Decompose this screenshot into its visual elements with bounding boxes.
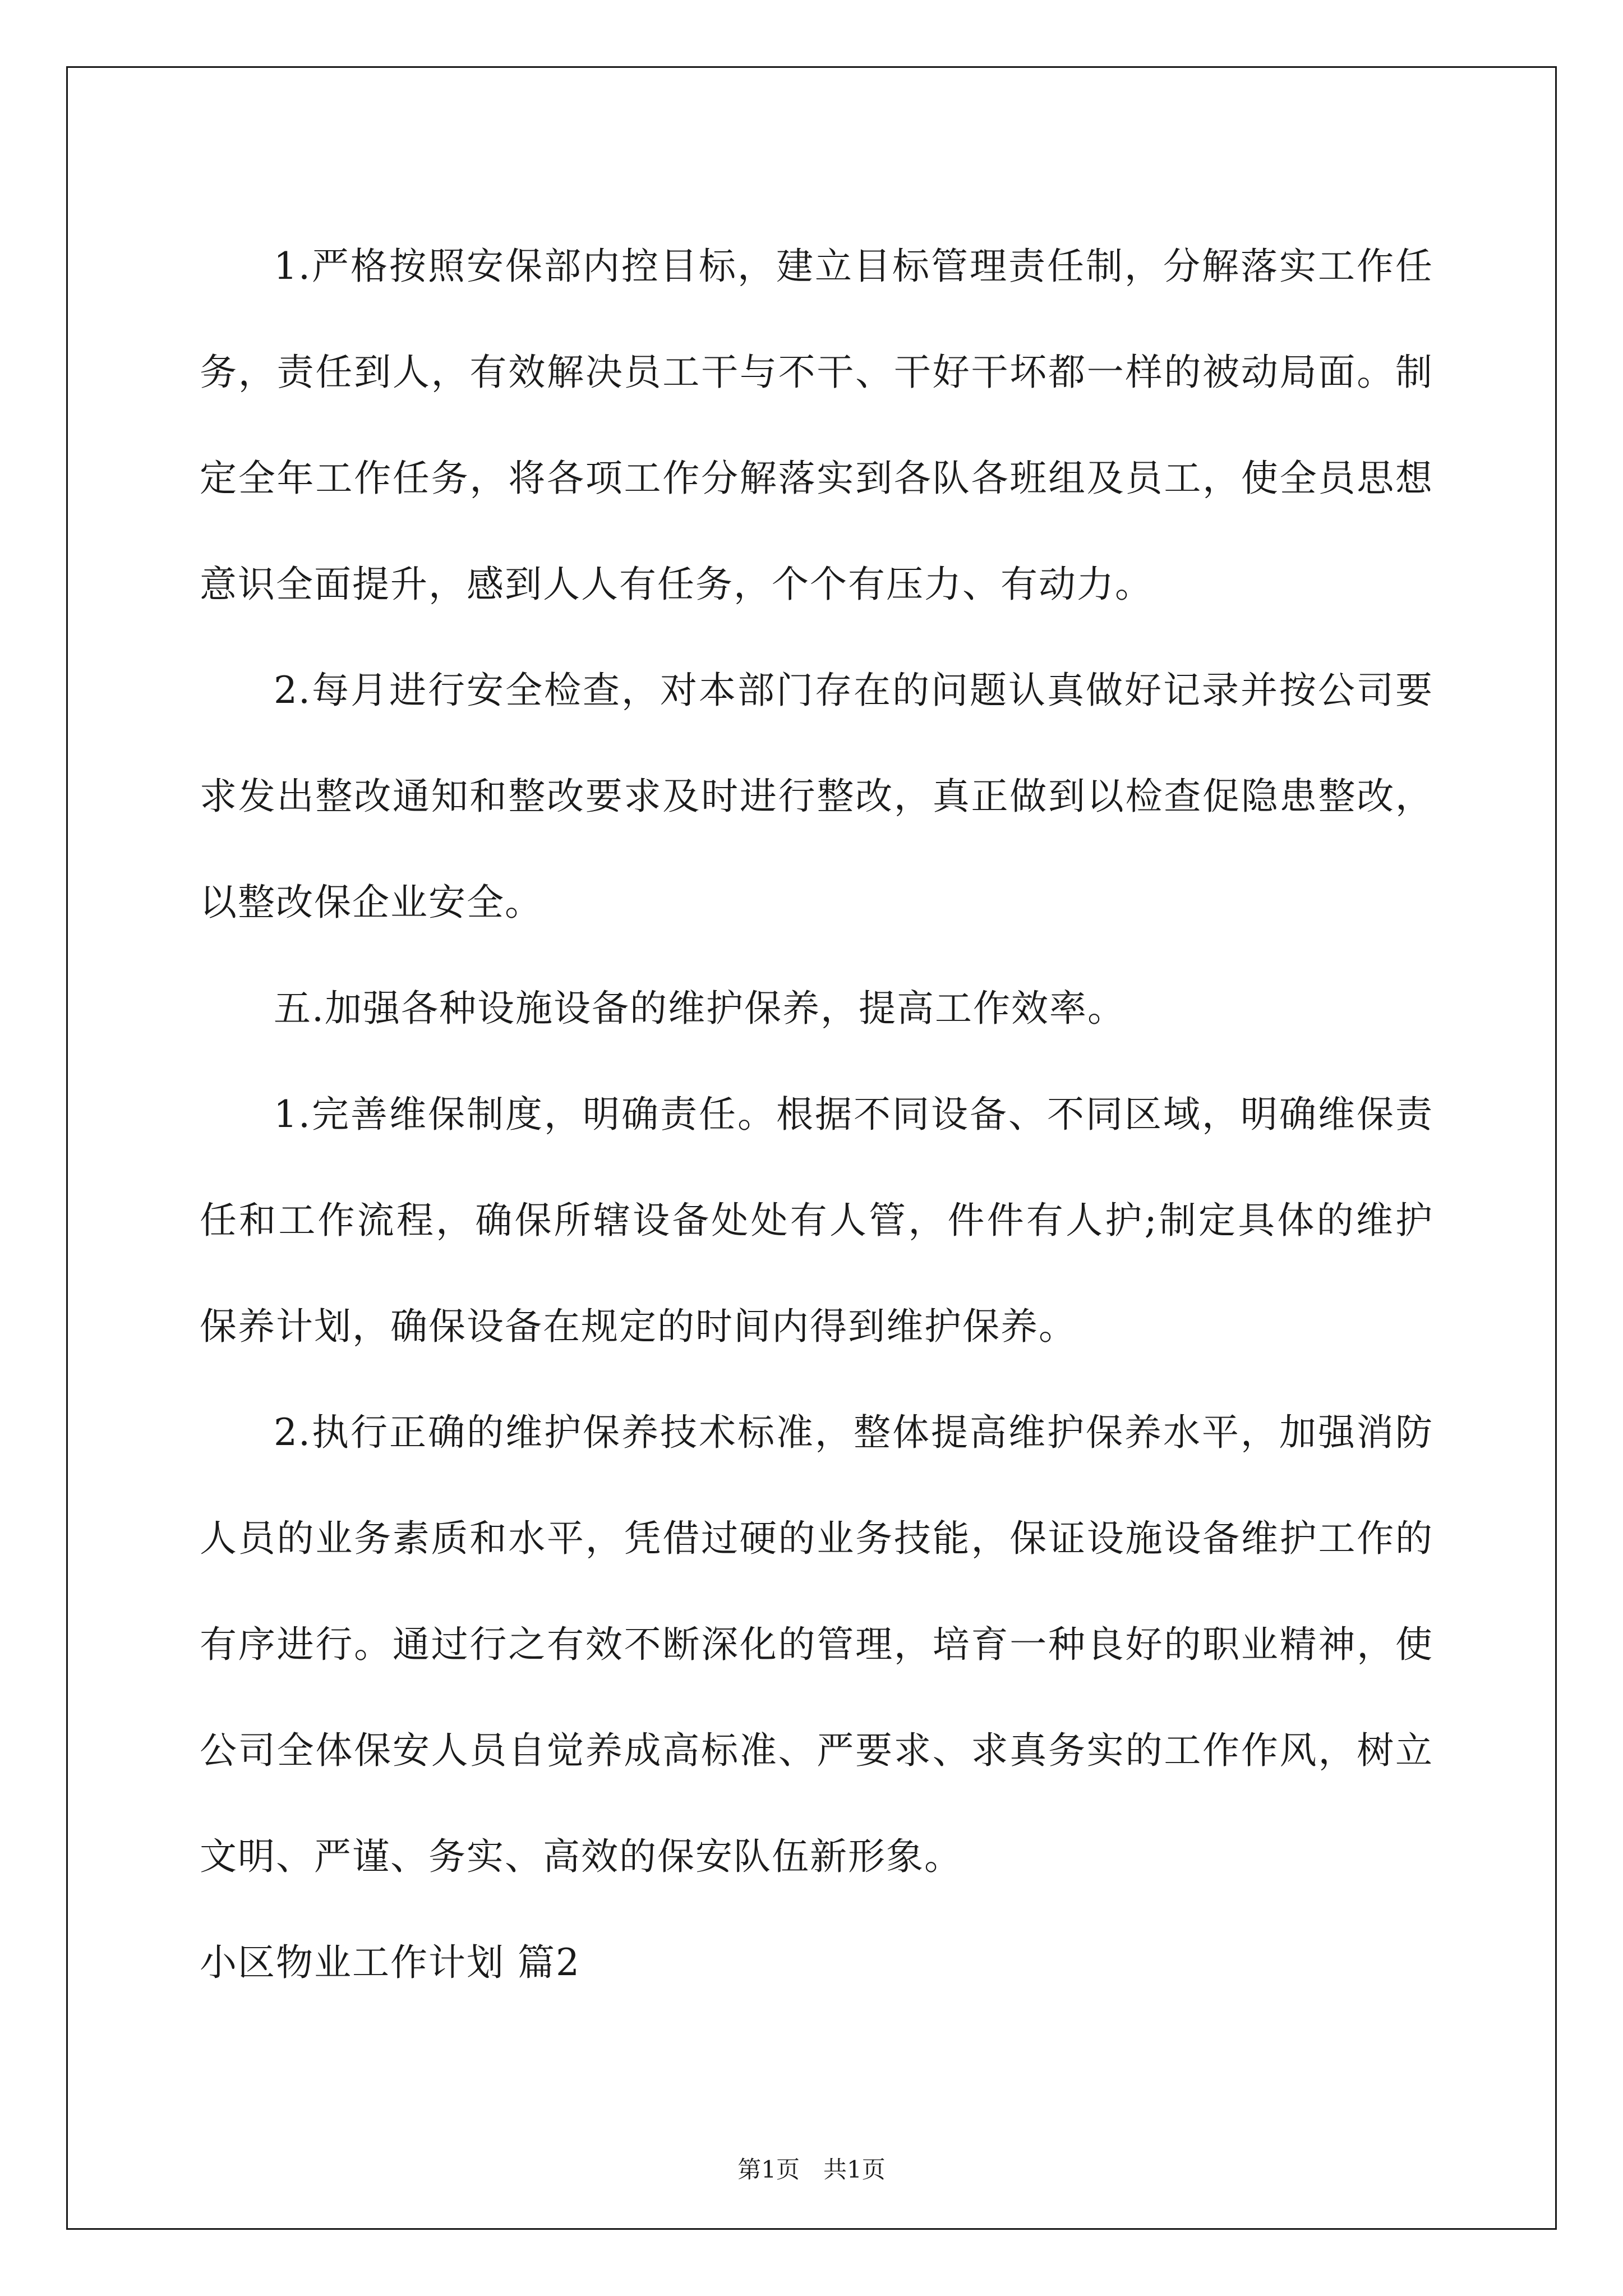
document-body: [200, 213, 1433, 2016]
paragraph-2: 2.每月进行安全检查，对本部门存在的问题认真做好记录并按公司要求发出整改通知和整改要求及时进行整改，真正做到以检查促隐患整改，以整改保企业安全。: [200, 669, 1433, 924]
paragraph-5: 2.执行正确的维护保养技术标准，整体提高维护保养水平，加强消防人员的业务素质和水平，凭借过硬的业务技能，保证设施设备维护工作的有序进行。通过行之有效不断深化的管理，培育一种良好的职业精神，使公司全体保安人员自觉养成高标准、严要求、求真务实的工作作风，树立文明、严谨、务实、高效的保安队伍新形象。: [200, 1411, 1433, 1878]
paragraph-1: 1.严格按照安保部内控目标，建立目标管理责任制，分解落实工作任务，责任到人，有效解决员工干与不干、干好干坏都一样的被动局面。制定全年工作任务，将各项工作分解落实到各队各班组及员工，使全员思想意识全面提升，感到人人有任务，个个有压力、有动力。: [200, 245, 1433, 606]
page-footer: 第1页 共1页: [737, 2156, 886, 2183]
paragraph-4: 1.完善维保制度，明确责任。根据不同设备、不同区域，明确维保责任和工作流程，确保所辖设备处处有人管，件件有人护;制定具体的维护保养计划，确保设备在规定的时间内得到维护保养。: [200, 1093, 1433, 1348]
paragraph-3: 五.加强各种设施设备的维护保养，提高工作效率。: [274, 987, 1126, 1030]
section-title: 小区物业工作计划 篇2: [200, 1941, 580, 1984]
